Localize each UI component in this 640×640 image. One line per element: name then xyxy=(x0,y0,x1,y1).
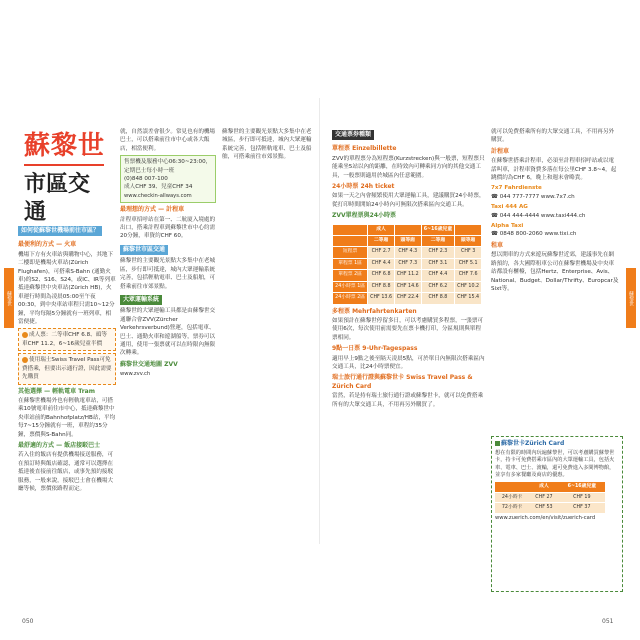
card-cell: CHF 27 xyxy=(529,492,558,503)
fare-header-cell xyxy=(455,224,482,235)
card-header-cell: 6~16歲兒童 xyxy=(559,482,605,492)
card-row xyxy=(495,492,605,503)
zurich-card-url[interactable]: www.zuerich.com/en/visit/zuerich-card xyxy=(495,514,596,521)
fare-header-cell: 6~16歲兒童 xyxy=(421,224,455,235)
taxi-company-item xyxy=(491,184,619,201)
fare-row xyxy=(333,258,482,269)
fare-table xyxy=(332,224,482,305)
fare-cell: CHF 5.1 xyxy=(455,258,482,269)
card-cell: CHF 19 xyxy=(559,492,605,503)
taxi-company-name: Alpha Taxi xyxy=(491,223,524,230)
title-sub: 市區交通 xyxy=(24,171,91,225)
right-column-1 xyxy=(332,128,486,538)
fare-row xyxy=(333,270,482,281)
tram-heading: 其他選擇 — 輕軌電車 Tram xyxy=(18,387,95,395)
taxi-company-contact[interactable]: ☎ 044 777-7777 www.7x7.ch xyxy=(491,193,575,200)
zvv-url[interactable]: www.zvv.ch xyxy=(120,371,151,378)
fare-cell: CHF 6.2 xyxy=(421,281,455,292)
fare-row xyxy=(333,281,482,292)
fare-subheader-cell xyxy=(333,236,368,247)
fare-cell: CHF 6.8 xyxy=(368,270,395,281)
col2-intro: 就，自然誤差會很少。常見也有的機場巴士，可以搭乘前往市中心或各大飯店，相當便利。 xyxy=(120,129,216,152)
fare-cell: CHF 3.1 xyxy=(421,258,455,269)
col2-intro-right: 就可以免費搭乘所有的大眾交通工具，不用再另外購買。 xyxy=(491,129,615,144)
city-transport-heading: 蘇黎世市區交通 xyxy=(120,245,168,255)
nine-day-pass-paragraph: 適用早上9點之後至隔天凌晨5點，可於單日內無限次搭乘區內交通工具，比24小時票便宜。 xyxy=(332,355,485,370)
card-header-cell xyxy=(495,482,529,492)
nine-day-pass-heading: 9點一日票 9-Uhr-Tagespass xyxy=(332,345,418,353)
taxi-company-contact[interactable]: ☎ 044 444-4444 www.taxi444.ch xyxy=(491,212,586,219)
right-page xyxy=(320,98,626,625)
swiss-pass-heading: 瑞士旅行通行證與蘇黎世卡 Swiss Travel Pass & Zürich Card xyxy=(332,374,473,390)
fare-cell: 24小時票 1區 xyxy=(333,281,368,292)
fare-table-title: ZVV單程票與24小時票 xyxy=(332,212,396,220)
card-table-header xyxy=(495,482,605,492)
taxi-company-contact[interactable]: ☎ 0848 800-2060 www.tixi.ch xyxy=(491,231,577,238)
fare-header-cell: 成人 xyxy=(368,224,395,235)
bus-url[interactable]: www.checkin-allways.com xyxy=(124,192,192,199)
col3-text: 蘇黎世的主要觀光景點大多集中在老城區，步行即可抵達，城內大眾運輸系統完善，包括輕軌電車、巴士及船舶，可搭乘前往市郊景點。 xyxy=(222,129,312,161)
fare-cell: CHF 10.2 xyxy=(455,281,482,292)
card-cell: CHF 37 xyxy=(559,503,605,513)
taxi-paragraph: 計程車招呼站在第一、二航廈入境處的出口，搭乘計程車到蘇黎世市中心約需20分鐘，車資約CHF 60。 xyxy=(120,216,216,240)
train-heading: 最便利的方式 — 火車 xyxy=(18,241,77,249)
chapter-title xyxy=(24,132,110,228)
taxi-heading: 最理想的方式 — 計程車 xyxy=(120,206,185,214)
fare-cell: CHF 4.4 xyxy=(421,270,455,281)
right-side-tab: 蘇黎世 xyxy=(626,268,636,328)
zurich-card-box xyxy=(491,436,623,592)
fare-table-subheader xyxy=(333,236,482,247)
fare-cell: CHF 4.4 xyxy=(368,258,395,269)
fare-row xyxy=(333,247,482,258)
taxi-company-item xyxy=(491,203,619,220)
card-table-body xyxy=(495,492,605,513)
car-rental-heading: 租車 xyxy=(491,241,504,249)
train-paragraph: 機場下方有火車站與購物中心，其地下二樓即是機場火車站(Zürich Flughafen)，可搭乘S-Bahn (通勤火車)的S2、S16、S24，或IC、IR等列車抵達蘇黎世中央車站(Zürich HB)，火車運行時間為凌晨05:00至午夜00:30，到中央車站車程只需10~12分鐘，平均每隔5分鐘就有一班列車，相當便捷。 xyxy=(18,251,116,326)
ticket-icon xyxy=(22,332,28,338)
bus-info-box xyxy=(120,155,216,203)
car-rental-paragraph: 想以開車的方式來遊玩蘇黎世近郊，建議事先在網路預約，各大國際租車公司在蘇黎世機場及中央車站都設有櫃檯，包括Hertz、Enterprise、Avis、National、Budget、Dollar/Thrifty、Europcar及Sixt等。 xyxy=(491,252,619,292)
day-ticket-paragraph: 如果一天之內會頻繁使用大眾運輸工具，建議購買24小時票，從打印時間開始24小時內可無限次搭乘區內交通工具。 xyxy=(332,193,485,208)
fare-cell: CHF 14.6 xyxy=(394,281,421,292)
single-ticket-heading: 單程票 Einzelbillette xyxy=(332,145,397,153)
zurich-card-title: 蘇黎世卡Zürich Card xyxy=(495,440,619,448)
ticket-types-heading: 交通票券種類 xyxy=(332,130,374,140)
taxi-company-name: Taxi 444 AG xyxy=(491,204,528,211)
public-transport-heading: 大眾運輸系統 xyxy=(120,295,162,305)
multi-ticket-paragraph: 如果預計在蘇黎世停留多日，可以考慮購買多程票，一張票可使用6次，每次使用前需要先在票卡機打印，分區規則與單程票相同。 xyxy=(332,317,484,341)
zurich-card-body: 想在有限的時間內玩遍蘇黎世，可以考慮購買蘇黎世卡，持卡可免費搭乘市區內的大眾運輸工具，包括火車、電車、巴士、渡輪，還可免費進入多間博物館，並享有多家餐廳及商店的優惠。 xyxy=(495,449,615,479)
airport-question-heading: 如何從蘇黎世機場前往市區？ xyxy=(18,226,102,236)
fare-header-cell xyxy=(394,224,421,235)
fare-note: 成人票：二等車CHF 6.8、頭等車CHF 11.2，6~16歲兒童半價 xyxy=(18,328,116,351)
left-column-1 xyxy=(18,224,116,495)
fare-cell: CHF 15.4 xyxy=(455,293,482,304)
fare-subheader-cell: 二等廂 xyxy=(368,236,395,247)
zurich-card-table xyxy=(495,482,605,513)
fare-header-cell xyxy=(333,224,368,235)
left-column-2 xyxy=(120,128,216,538)
taxi-section-paragraph: 在蘇黎世搭乘計程車，必須至計程車招呼站或以電話叫車，計程車資費多落在每公里CHF 3.8~4，起跳價約為CHF 6，晚上和週末會略貴。 xyxy=(491,158,617,182)
title-main: 蘇黎世 xyxy=(24,131,106,161)
single-ticket-paragraph: ZVV的單程票分為短程票(Kurzstrecken)與一般票，短程票只能乘坐5站以內的距離，在時效內可轉乘同方向的其他交通工具，一般票則適用於城區內任意範圍。 xyxy=(332,155,485,179)
fare-subheader-cell: 二等廂 xyxy=(421,236,455,247)
card-row xyxy=(495,503,605,513)
fare-subheader-cell: 頭等廂 xyxy=(455,236,482,247)
fare-subheader-cell: 頭等廂 xyxy=(394,236,421,247)
fare-cell: CHF 2.3 xyxy=(421,247,455,258)
card-cell: CHF 53 xyxy=(529,503,558,513)
fare-row xyxy=(333,293,482,304)
fare-cell: 單程票 2區 xyxy=(333,270,368,281)
card-cell: 24小時卡 xyxy=(495,492,529,503)
right-column-2 xyxy=(491,128,619,434)
fare-cell: CHF 7.6 xyxy=(455,270,482,281)
card-header-cell: 成人 xyxy=(529,482,558,492)
pass-icon xyxy=(22,357,28,363)
swiss-pass-paragraph: 當然，若是持有瑞士旅行通行證或蘇黎世卡，就可以免費搭乘所有的大眾交通工具，不用再另外購買了。 xyxy=(332,393,484,408)
card-icon xyxy=(495,441,500,446)
day-ticket-heading: 24小時票 24h ticket xyxy=(332,183,395,191)
left-side-tab: 蘇黎世 xyxy=(4,268,14,328)
fare-cell: CHF 3 xyxy=(455,247,482,258)
fare-cell: CHF 7.3 xyxy=(394,258,421,269)
fare-cell: 24小時票 2區 xyxy=(333,293,368,304)
title-divider xyxy=(24,164,104,166)
fare-cell: CHF 4.3 xyxy=(394,247,421,258)
bus-hours: 售票機及服務中心06:30~23:00，定期巴士每小時一班 xyxy=(124,159,212,174)
fare-cell: 單程票 1區 xyxy=(333,258,368,269)
fare-cell: CHF 13.6 xyxy=(368,293,395,304)
fare-cell: CHF 22.4 xyxy=(394,293,421,304)
left-page xyxy=(14,98,320,625)
multi-ticket-heading: 多程票 Mehrfahrtenkarten xyxy=(332,307,417,315)
zvv-map-heading: 蘇黎世交通地圖 ZVV xyxy=(120,360,178,368)
shuttle-heading: 最舒適的方式 — 飯店接駁巴士 xyxy=(18,441,101,449)
left-column-3 xyxy=(222,128,316,538)
shuttle-paragraph: 若入住的飯店有提供機場接送服務，可在預訂時與飯店確認，通常可以選擇在抵達後直接前往飯店，或事先預約接駁服務，一般來說，接駁巴士會在機場大廳等候，票價依路程而定。 xyxy=(18,452,114,492)
pass-note: 使用瑞士Swiss Travel Pass可免費搭乘，但要出示通行證，因此需要先購買 xyxy=(18,353,116,384)
tram-paragraph: 在蘇黎世機場外也有輕軌電車站，可搭乘10號電車前往市中心，抵達蘇黎世中央車站前的Bahnhofplatz/HB站，平均每7~15分鐘就有一班，車程約35分鐘，票價與S-Bahn同。 xyxy=(18,397,116,438)
left-page-number: 050 xyxy=(22,618,34,625)
fare-cell: 短程票 xyxy=(333,247,368,258)
zvv-paragraph: 蘇黎世的大眾運輸工具都是由蘇黎世交通聯合會ZVV(Zürcher Verkehrsverbund)營運，包括電車、巴士、通勤火車和遊湖船等，票券可以通用，使用一張票就可以在時限內無限次轉乘。 xyxy=(120,308,216,357)
fare-table-header xyxy=(333,224,482,235)
fare-cell: CHF 8.8 xyxy=(368,281,395,292)
right-page-number: 051 xyxy=(602,618,614,625)
city-transport-paragraph: 蘇黎世的主要觀光景點大多集中在老城區，步行即可抵達，城內大眾運輸系統完善，包括輕軌電車、巴士及船舶，可搭乘前往市郊景點。 xyxy=(120,258,216,290)
card-cell: 72小時卡 xyxy=(495,503,529,513)
taxi-section-heading: 計程車 xyxy=(491,147,510,155)
taxi-company-name: 7x7 Fahrdienste xyxy=(491,185,542,192)
fare-cell: CHF 8.8 xyxy=(421,293,455,304)
fare-cell: CHF 11.2 xyxy=(394,270,421,281)
taxi-company-list xyxy=(491,184,619,238)
fare-table-body xyxy=(333,247,482,304)
taxi-company-item xyxy=(491,222,619,239)
bus-fare: 成人CHF 39、兒童CHF 34 xyxy=(124,184,193,191)
bus-phone: (0)848 007-100 xyxy=(124,176,168,183)
fare-cell: CHF 2.7 xyxy=(368,247,395,258)
